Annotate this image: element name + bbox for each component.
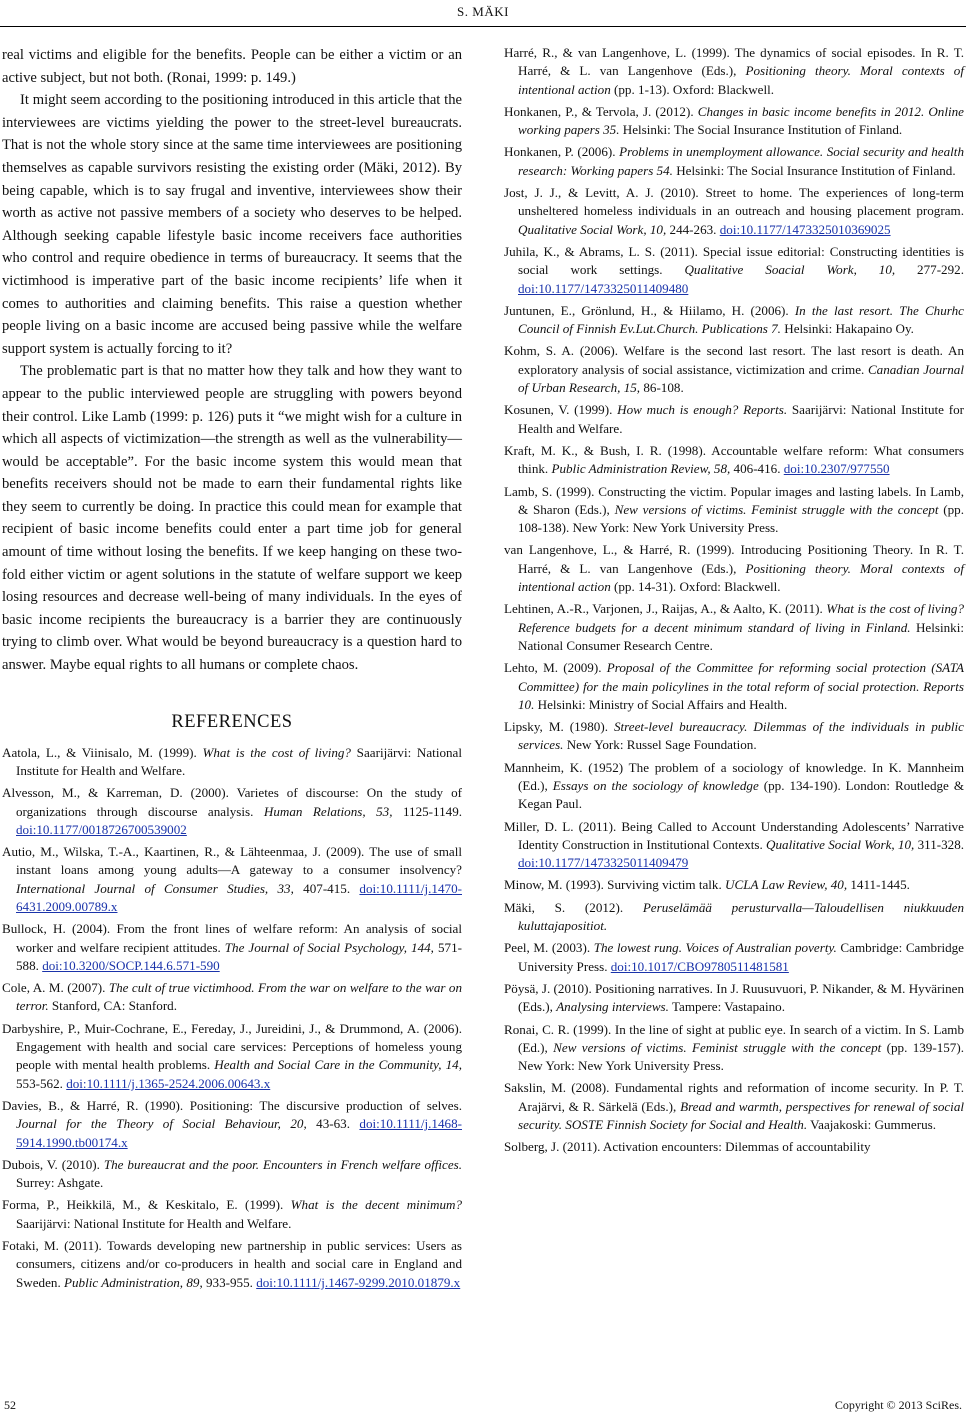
reference-text: 244-263.	[666, 221, 720, 237]
reference-title: International Journal of Consumer Studies, 33,	[16, 880, 294, 896]
reference-title: The Journal of Social Psychology, 144,	[224, 939, 434, 955]
reference-text: Helsinki: National Consumer Research Centre.	[518, 619, 964, 653]
doi-link[interactable]: doi:10.1177/1473325010369025	[719, 221, 891, 237]
reference-title: Proposal of the Committee for reforming social protection (SATA Committee) for the main policylines in the total reform of social protection. Reports 10.	[518, 660, 965, 712]
reference-title: Problems in unemployment allowance. Social security and health research: Working papers 54.	[518, 144, 964, 178]
reference-text: New York: Russel Sage Foundation.	[563, 737, 757, 753]
right-column	[504, 44, 964, 1161]
reference-title: Street-level bureaucracy. Dilemmas of the individuals in public services.	[518, 719, 964, 753]
reference-entry	[504, 401, 964, 438]
reference-text: Mannheim, K. (1952) The problem of a sociology of knowledge. In K. Mannheim (Ed.),	[504, 759, 964, 793]
reference-entry	[504, 600, 964, 655]
doi-link[interactable]: doi:10.1111/j.1467-9299.2010.01879.x	[256, 1274, 461, 1290]
reference-title: Public Administration, 89,	[64, 1274, 203, 1290]
doi-link[interactable]: doi:10.1177/0018726700539002	[16, 821, 187, 837]
reference-title: Human Relations, 53,	[263, 803, 393, 819]
reference-entry	[504, 876, 964, 894]
reference-title: Positioning theory. Moral contexts of intentional action	[518, 63, 964, 97]
reference-title: The bureaucrat and the poor. Encounters in French welfare offices.	[103, 1156, 462, 1172]
reference-entry	[2, 784, 462, 839]
reference-title: Qualitative Social Work, 10,	[518, 221, 667, 237]
reference-text: Harré, R., & van Langenhove, L. (1999). The dynamics of social episodes. In R. T. Harré, & L. van Langenhove (Eds.),	[504, 45, 964, 79]
reference-entry	[2, 1237, 462, 1292]
reference-entry	[504, 243, 964, 298]
reference-text: Sakslin, M. (2008). Fundamental rights and reformation of income security. In P. T. Arajärvi, & R. Särkelä (Eds.),	[504, 1080, 964, 1114]
reference-entry	[2, 744, 462, 781]
reference-text: Lipsky, M. (1980).	[504, 719, 614, 735]
reference-entry	[2, 843, 462, 916]
running-header: S. MÄKI	[457, 4, 509, 19]
reference-text: Juntunen, E., Grönlund, H., & Hiilamo, H. (2006).	[504, 302, 795, 318]
reference-entry	[504, 442, 964, 479]
reference-title: Peruselämää perusturvalla—Taloudellisen niukkuuden kuluttajapositiot.	[518, 899, 964, 934]
reference-text: Davies, B., & Harré, R. (1990). Positioning: The discursive production of selves.	[2, 1097, 462, 1113]
reference-title: New versions of victims. Feminist struggle with the concept	[553, 1039, 882, 1055]
reference-title: Qualitative Social Work, 10,	[766, 836, 915, 852]
reference-text: Pöysä, J. (2010). Positioning narratives. In J. Ruusuvuori, P. Nikander, & M. Hyvärinen (Eds.),	[504, 980, 964, 1015]
reference-entry	[504, 483, 964, 538]
reference-title: How much is enough? Reports.	[617, 402, 788, 418]
reference-entry	[2, 920, 462, 975]
reference-text: 571-588.	[16, 939, 462, 973]
reference-entry	[504, 1079, 964, 1134]
reference-entry	[504, 103, 964, 140]
doi-link[interactable]: doi:10.1177/1473325011409480	[518, 280, 689, 296]
reference-text: (pp. 108-138). New York: New York University Press.	[518, 501, 964, 536]
reference-text: 1411-1445.	[847, 877, 910, 893]
reference-text: Solberg, J. (2011). Activation encounters: Dilemmas of accountability	[504, 1139, 871, 1155]
reference-entry	[2, 1020, 462, 1093]
reference-title: New versions of victims. Feminist struggle with the concept	[614, 501, 939, 517]
reference-text: (pp. 139-157). New York: New York University Press.	[518, 1039, 964, 1074]
doi-link[interactable]: doi:10.1111/j.1365-2524.2006.00643.x	[66, 1075, 271, 1091]
reference-text: Tampere: Vastapaino.	[668, 999, 785, 1015]
reference-entry	[504, 818, 964, 873]
reference-title: What is the cost of living? Reference budgets for a decent minimum standard of living in Finland.	[518, 601, 964, 635]
reference-title: What is the cost of living?	[202, 744, 351, 760]
reference-text: Kosunen, V. (1999).	[504, 402, 618, 418]
reference-title: Essays on the sociology of knowledge	[552, 777, 759, 793]
reference-entry	[504, 302, 964, 339]
reference-text: Lamb, S. (1999). Constructing the victim. Popular images and lasting labels. In Lamb, & Sharon (Eds.),	[504, 483, 964, 517]
reference-text: Aatola, L., & Viinisalo, M. (1999).	[2, 744, 203, 760]
reference-text: Saarijärvi: National Institute for Health and Welfare.	[16, 744, 463, 778]
reference-entry	[2, 1156, 462, 1193]
doi-link[interactable]: doi:10.1111/j.1470-6431.2009.00789.x	[16, 880, 462, 914]
reference-text: Helsinki: The Social Insurance Institution of Finland.	[672, 162, 956, 178]
body-paragraph: It might seem according to the positioning introduced in this article that the interviewees are victims yielding the power to the street-level bureaucrats. That is not the whole story since at the same time interviewees are positioning themselves as capable survivors resisting the existing order (Mäki, 2012). By being capable, which is to say frugal and inventive, interviewees show their worth as active not passive members of a society who deserves to be helped. Although seeking capable lifestyle basic income receivers face authorities who control and require obedience in terms of bureaucracy. It seems that the victimhood is imperative part of the basic income recipients’ life when it comes to authorities and claiming benefits. This raise a question whether people living on a basic income are accused being passive while the welfare support system is actually forcing to it?	[2, 92, 462, 357]
reference-title: Canadian Journal of Urban Research, 15,	[518, 361, 964, 396]
reference-entry	[504, 759, 964, 814]
reference-text: 407-415.	[293, 880, 360, 896]
reference-title: Health and Social Care in the Community, 14,	[214, 1057, 462, 1073]
reference-text: Mäki, S. (2012).	[504, 899, 643, 915]
reference-text: Stanford, CA: Stanford.	[48, 998, 178, 1014]
reference-text: Darbyshire, P., Muir-Cochrane, E., Fereday, J., Jureidini, J., & Drummond, A. (2006). Engagement with health and social care services: Perceptions of homeless young people with mental health problems.	[2, 1020, 462, 1073]
header-rule	[0, 26, 966, 27]
reference-text: (pp. 14-31). Oxford: Blackwell.	[610, 579, 781, 595]
reference-text: Helsinki: Hakapaino Oy.	[780, 321, 914, 337]
reference-entry	[504, 1138, 964, 1156]
reference-title: The cult of true victimhood. From the war on welfare to the war on terror.	[16, 980, 462, 1014]
doi-link[interactable]: doi:10.1111/j.1468-5914.1990.tb00174.x	[16, 1116, 462, 1150]
reference-entry	[504, 143, 964, 180]
reference-text: Bullock, H. (2004). From the front lines of welfare reform: An analysis of social worker and welfare recipient attitudes.	[2, 921, 462, 955]
body-paragraph: real victims and eligible for the benefits. People can be either a victim or an active subject, but not both. (Ronai, 1999: p. 149.)	[2, 47, 462, 86]
reference-text: 86-108.	[640, 380, 684, 396]
reference-text: Saarijärvi: National Institute for Health and Welfare.	[16, 1215, 292, 1231]
reference-text: 1125-1149.	[392, 803, 463, 819]
reference-text: Honkanen, P., & Tervola, J. (2012).	[504, 103, 698, 119]
reference-entry	[504, 899, 964, 936]
reference-text: Surrey: Ashgate.	[16, 1175, 104, 1191]
reference-text: Helsinki: The Social Insurance Institution of Finland.	[619, 122, 903, 138]
reference-entry	[504, 980, 964, 1017]
page-number: 52	[4, 1398, 16, 1412]
reference-text: Ronai, C. R. (1999). In the line of sight at public eye. In search of a victim. In S. Lamb (Ed.),	[504, 1021, 964, 1055]
reference-text: Kraft, M. K., & Bush, I. R. (1998). Accountable welfare reform: What consumers think.	[504, 442, 964, 477]
reference-text: 311-328.	[914, 836, 965, 852]
reference-text: 43-63.	[306, 1116, 360, 1132]
reference-text: Helsinki: Ministry of Social Affairs and Health.	[534, 696, 788, 712]
reference-text: Miller, D. L. (2011). Being Called to Account Understanding Adolescents’ Narrative Identity Construction in Institutional Contexts.	[504, 818, 964, 852]
reference-list-right	[504, 44, 964, 1157]
reference-text: Vaajakoski: Gummerus.	[807, 1117, 936, 1133]
reference-entry	[2, 1097, 462, 1152]
body-paragraph: The problematic part is that no matter how they talk and how they want to appear to the public interviewed people are struggling with powers beyond their control. Like Lamb (1999: p. 126) puts it “we might wish for a culture in which all aspects of victimization—the strength as well as the vulnerability—would be acceptable”. For the basic income system this would mean that benefits receivers should not be made to earn their fundamental rights like they seem to currently be doing. In practice this could mean for example that recipient of basic income benefits could enter a part time job for general amount of time without losing the benefits. If we keep hanging on these twofold either victim or agent solutions in the statute of welfare support we keep losing resources and decrease well-being of many individuals. In the eyes of basic income recipients the bureaucracy is a barrier they are continuously trying to climb over. What would be beyond bureaucracy is a question hard to answer. Maybe equal rights to all humans or complete chaos.	[2, 363, 462, 674]
reference-text: Honkanen, P. (2006).	[504, 144, 620, 160]
reference-title: Bread and warmth, perspectives for renewal of social security. SOSTE Finnish Society for Social and Health.	[518, 1098, 965, 1133]
reference-title: The lowest rung. Voices of Australian poverty.	[593, 940, 837, 956]
reference-text: Autio, M., Wilska, T.-A., Kaartinen, R., & Lähteenmaa, J. (2009). The use of small instant loans among young adults—A gateway to a consumer insolvency?	[2, 844, 462, 878]
reference-title: Changes in basic income benefits in 2012. Online working papers 35.	[518, 103, 964, 138]
references-heading: REFERENCES	[171, 711, 293, 732]
reference-entry	[504, 1021, 964, 1076]
reference-text: (pp. 1-13). Oxford: Blackwell.	[610, 81, 775, 97]
reference-text: 406-416.	[730, 461, 784, 477]
reference-list-left	[2, 744, 462, 1292]
reference-text: 553-562.	[16, 1075, 67, 1091]
reference-text: Jost, J. J., & Levitt, A. J. (2010). Street to home. The experiences of long-term unsheltered homeless individuals in an outreach and housing placement program.	[504, 185, 964, 219]
reference-title: Analysing interviews.	[556, 999, 669, 1015]
reference-text: Cole, A. M. (2007).	[2, 980, 109, 996]
reference-entry	[504, 184, 964, 239]
reference-text: Dubois, V. (2010).	[2, 1156, 104, 1172]
reference-text: Kohm, S. A. (2006). Welfare is the second last resort. The last resort is death. An exploratory analysis of social assistance, victimization and crime.	[504, 343, 964, 377]
left-column	[2, 44, 462, 1296]
copyright-notice: Copyright © 2013 SciRes.	[834, 1398, 962, 1412]
reference-text: Lehtinen, A.-R., Varjonen, J., Raijas, A., & Aalto, K. (2011).	[504, 601, 827, 617]
reference-text: 277-292.	[895, 262, 964, 278]
reference-title: UCLA Law Review, 40,	[725, 877, 848, 893]
reference-entry	[2, 979, 462, 1016]
reference-title: Positioning theory. Moral contexts of intentional action	[518, 560, 964, 595]
reference-text: Saarijärvi: National Institute for Health and Welfare.	[518, 402, 964, 436]
reference-text: Forma, P., Heikkilä, M., & Keskitalo, E. (1999).	[2, 1197, 291, 1213]
doi-link[interactable]: doi:10.2307/977550	[783, 461, 890, 477]
reference-title: What is the decent minimum?	[290, 1197, 462, 1213]
reference-entry	[2, 1196, 462, 1233]
reference-title: Journal for the Theory of Social Behaviour, 20,	[16, 1116, 307, 1132]
reference-entry	[504, 541, 964, 596]
reference-entry	[504, 44, 964, 99]
reference-text: Fotaki, M. (2011). Towards developing new partnership in public services: Users as consumers, citizens and/or co-producers in health and social care in England and Sweden.	[2, 1238, 462, 1290]
doi-link[interactable]: doi:10.1177/1473325011409479	[518, 855, 689, 871]
reference-title: In the last resort. The Churhc Council of Finnish Ev.Lut.Church. Publications 7.	[518, 302, 964, 337]
reference-text: (pp. 134-190). London: Routledge & Kegan Paul.	[518, 777, 965, 812]
reference-entry	[504, 718, 964, 755]
reference-text: Cambridge: Cambridge University Press.	[518, 940, 964, 974]
reference-entry	[504, 342, 964, 397]
reference-title: Qualitative Soacial Work, 10,	[684, 262, 896, 278]
reference-title: Public Administration Review, 58,	[551, 461, 731, 477]
reference-entry	[504, 659, 964, 714]
reference-text: Minow, M. (1993). Surviving victim talk.	[504, 877, 726, 893]
reference-text: Alvesson, M., & Karreman, D. (2000). Varietes of discourse: On the study of organizations through discourse analysis.	[2, 785, 462, 819]
doi-link[interactable]: doi:10.3200/SOCP.144.6.571-590	[42, 957, 220, 973]
doi-link[interactable]: doi:10.1017/CBO9780511481581	[610, 958, 789, 974]
reference-text: van Langenhove, L., & Harré, R. (1999). Introducing Positioning Theory. In R. T. Harré, & L. van Langenhove (Eds.),	[504, 542, 964, 576]
reference-text: Lehto, M. (2009).	[504, 660, 607, 676]
reference-entry	[504, 939, 964, 976]
reference-text: Juhila, K., & Abrams, L. S. (2011). Special issue editorial: Constructing identities is social work settings.	[504, 243, 964, 278]
reference-text: Peel, M. (2003).	[504, 940, 594, 956]
reference-text: 933-955.	[202, 1274, 257, 1290]
